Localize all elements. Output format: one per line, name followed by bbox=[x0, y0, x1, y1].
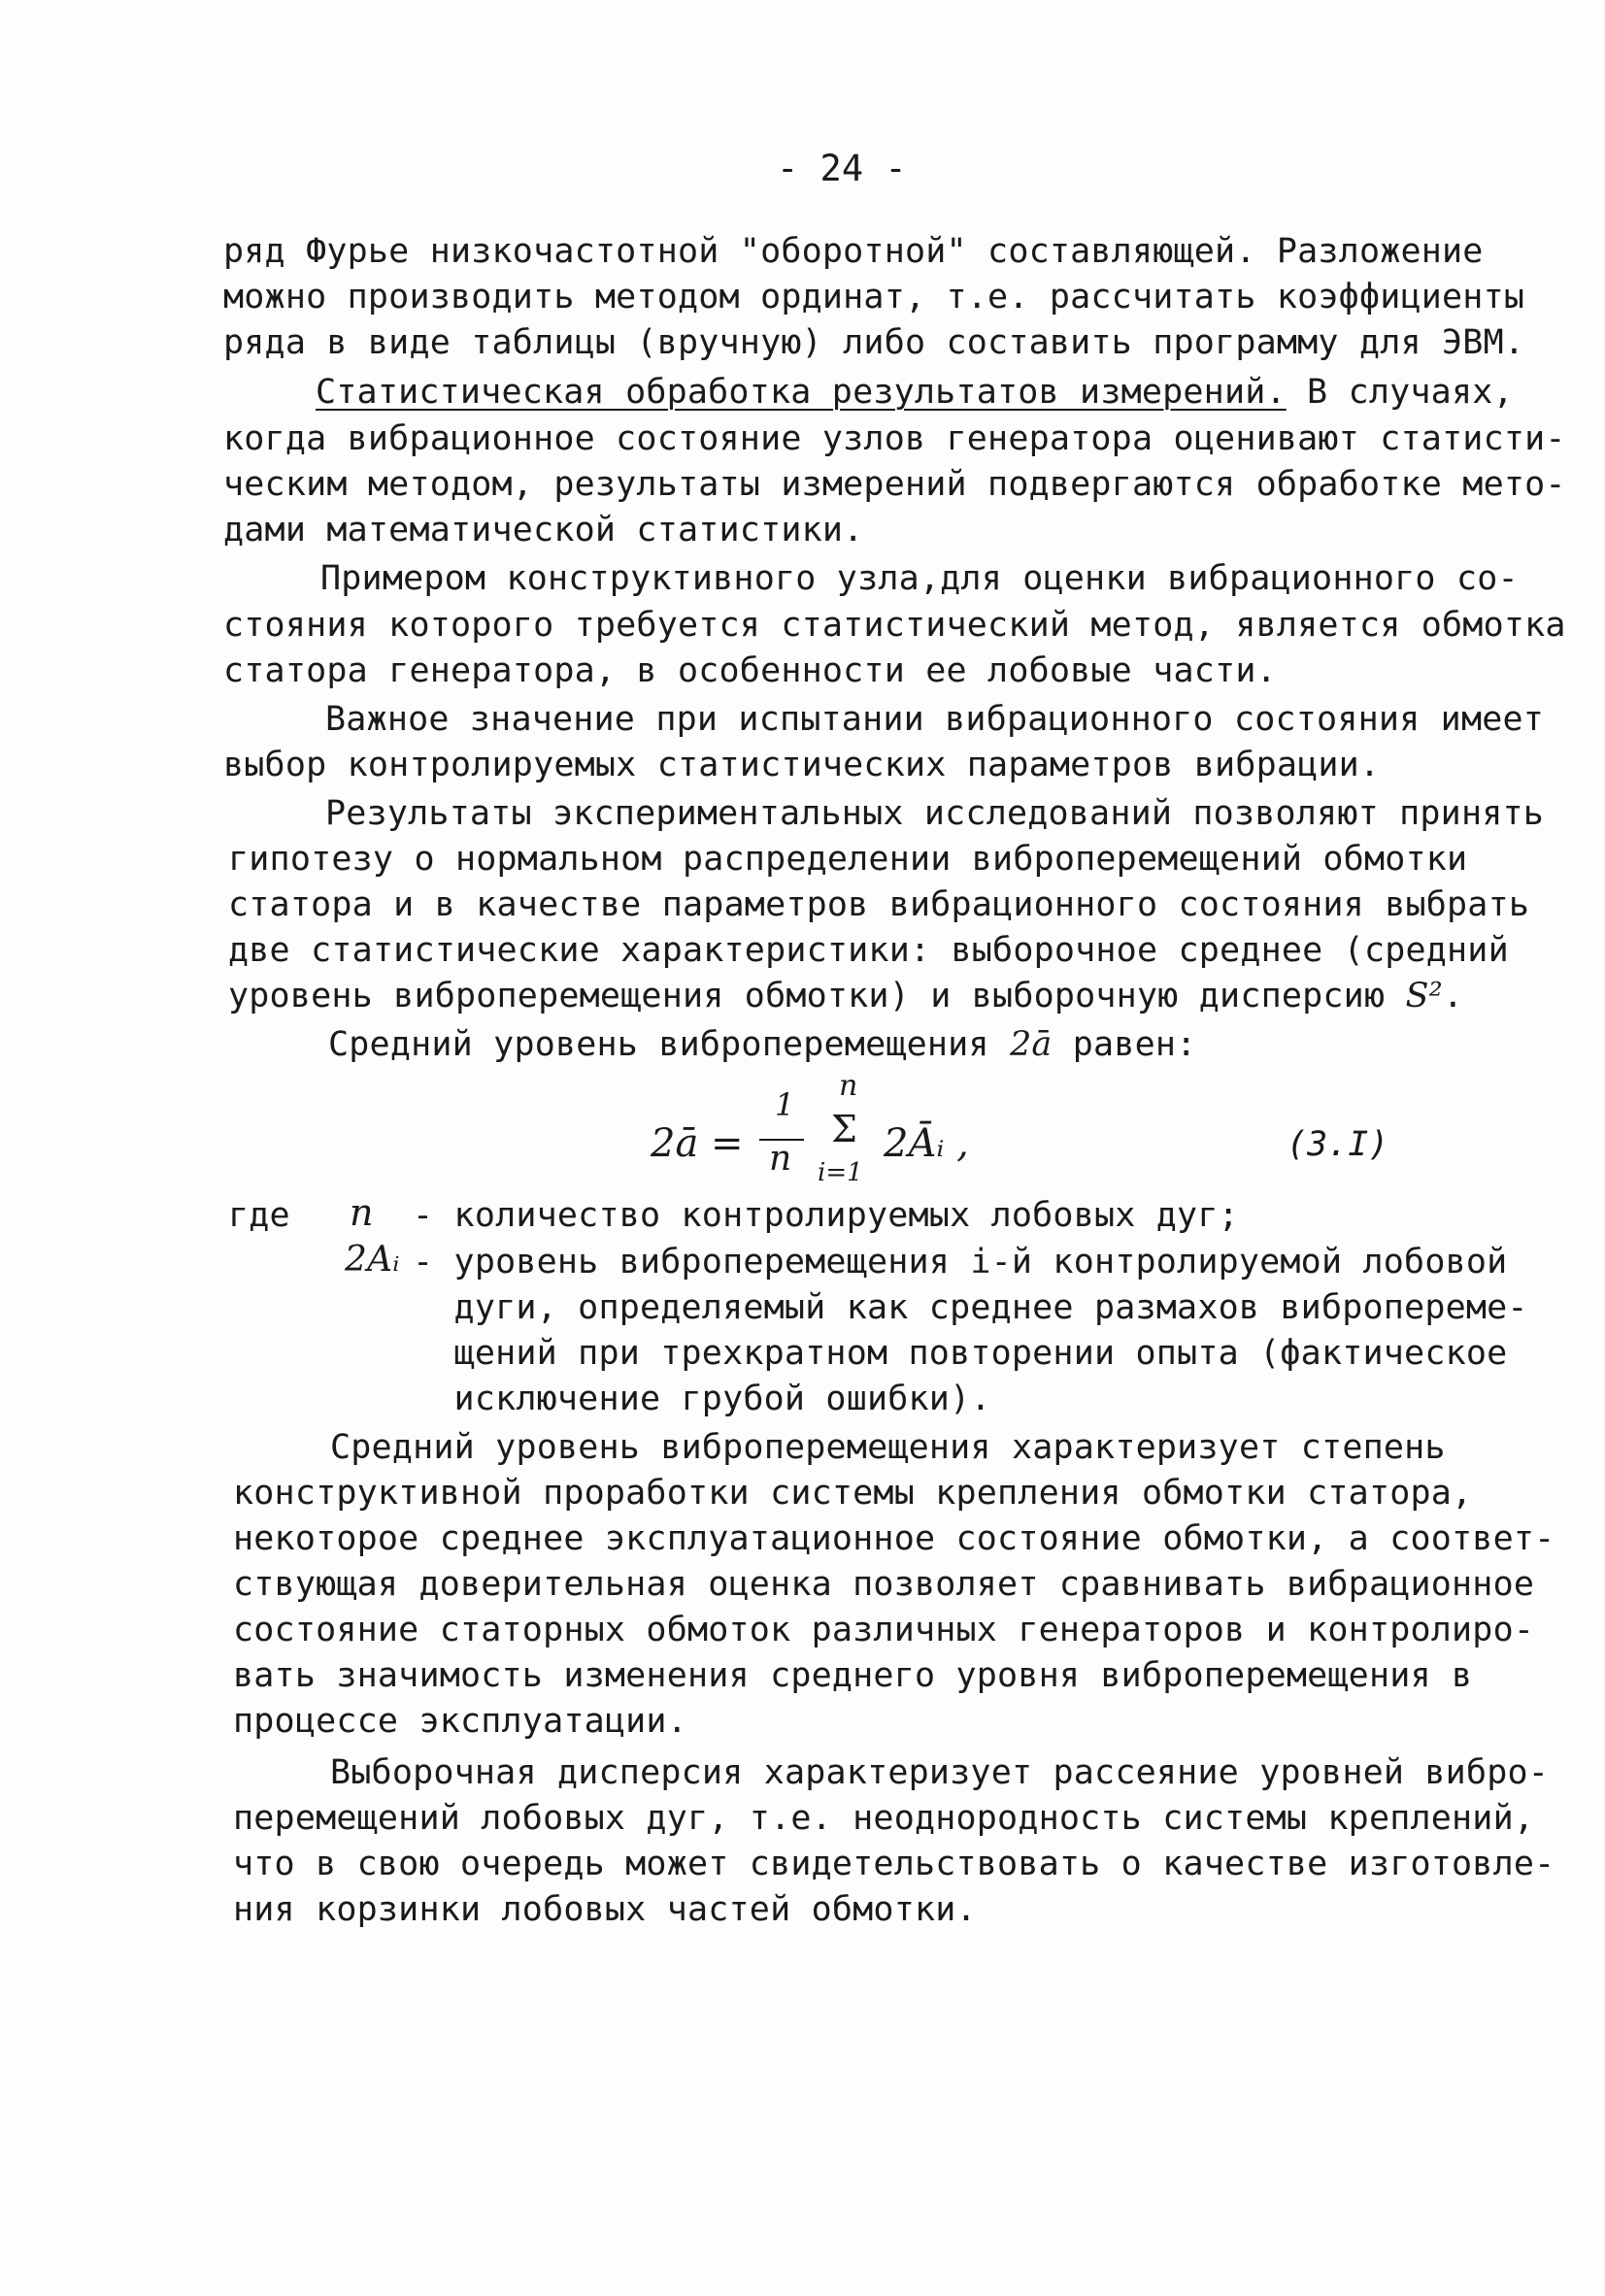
para8-line-1: Выборочная дисперсия характеризует рассеяние уровней вибро- bbox=[330, 1753, 1550, 1792]
section-heading: Статистическая обработка результатов измерений. bbox=[316, 373, 1287, 412]
para1-line-2: можно производить методом ординат, т.е. рассчитать коэффициенты bbox=[223, 278, 1525, 316]
para5-line-1: Результаты экспериментальных исследований позволяют принять bbox=[325, 794, 1545, 833]
where-n-line-1: - количество контролируемых лобовых дуг; bbox=[413, 1196, 1239, 1235]
formula-numerator: 1 bbox=[775, 1086, 795, 1123]
formula-term: 2Āᵢ , bbox=[884, 1121, 969, 1166]
where-2ai-line-2: дуги, определяемый как среднее размахов вибропереме- bbox=[413, 1288, 1528, 1327]
formula-denominator: n bbox=[769, 1139, 792, 1179]
para2-first-tail: В случаях, bbox=[1286, 373, 1514, 412]
where-2ai-line-1: - уровень виброперемещения i-й контролируемой лобовой bbox=[413, 1243, 1508, 1281]
para5-line-2: гипотезу о нормальном распределении виброперемещений обмотки bbox=[228, 840, 1468, 879]
para7-line-2: конструктивной проработки системы крепления обмотки статора, bbox=[233, 1474, 1473, 1513]
para2-line-2: когда вибрационное состояние узлов генератора оценивают статисти- bbox=[223, 419, 1566, 458]
para3-line-1: Примером конструктивного узла,для оценки вибрационного со- bbox=[320, 559, 1519, 598]
para5-line-5-text: уровень виброперемещения обмотки) и выборочную дисперсию bbox=[228, 977, 1406, 1015]
sum-lower-limit: i=1 bbox=[818, 1158, 863, 1187]
where-2ai-line-3: щений при трехкратном повторении опыта (фактическое bbox=[413, 1334, 1508, 1373]
para2-line-4: дами математической статистики. bbox=[223, 511, 864, 549]
para3-line-2: стояния которого требуется статистический метод, является обмотка bbox=[223, 606, 1566, 645]
variance-symbol: S² bbox=[1405, 977, 1443, 1015]
para8-line-2: перемещений лобовых дуг, т.е. неоднородность системы креплений, bbox=[233, 1799, 1535, 1838]
page-number: - 24 - bbox=[777, 148, 907, 189]
formula-lhs: 2ā = bbox=[651, 1121, 744, 1166]
formula-3-1 bbox=[651, 1069, 1408, 1199]
where-symbol-2ai: 2Aᵢ bbox=[345, 1240, 400, 1280]
para6-end: равен: bbox=[1052, 1025, 1197, 1064]
para6-line-1 bbox=[328, 1021, 1196, 1068]
para7-line-5: состояние статорных обмоток различных генераторов и контролиро- bbox=[233, 1611, 1535, 1649]
sum-sign: Σ bbox=[831, 1108, 857, 1150]
formula-number: (3.I) bbox=[1287, 1125, 1389, 1164]
para6-text: Средний уровень виброперемещения bbox=[328, 1025, 1010, 1064]
para5-line-5 bbox=[228, 973, 1463, 1019]
para7-line-3: некоторое среднее эксплуатационное состояние обмотки, а соответ- bbox=[233, 1519, 1555, 1558]
sum-upper-limit: n bbox=[839, 1069, 858, 1103]
where-symbol-n: n bbox=[350, 1191, 374, 1234]
mean-symbol: 2ā bbox=[1009, 1025, 1053, 1064]
para7-line-4: ствующая доверительная оценка позволяет сравнивать вибрационное bbox=[233, 1565, 1535, 1604]
para5-line-4: две статистические характеристики: выборочное среднее (средний bbox=[228, 931, 1509, 970]
para8-line-3: что в свою очередь может свидетельствовать о качестве изготовле- bbox=[233, 1845, 1555, 1883]
para7-line-7: процессе эксплуатации. bbox=[233, 1702, 687, 1741]
para4-line-2: выбор контролируемых статистических параметров вибрации. bbox=[223, 746, 1381, 784]
para8-line-4: ния корзинки лобовых частей обмотки. bbox=[233, 1890, 977, 1929]
para4-line-1: Важное значение при испытании вибрационного состояния имеет bbox=[325, 700, 1545, 739]
where-word: где bbox=[228, 1196, 290, 1235]
para7-line-1: Средний уровень виброперемещения характеризует степень bbox=[330, 1428, 1446, 1467]
para1-line-1: ряд Фурье низкочастотной "оборотной" составляющей. Разложение bbox=[223, 232, 1484, 271]
para3-line-3: статора генератора, в особенности ее лобовые части. bbox=[223, 651, 1277, 690]
para5-line-3: статора и в качестве параметров вибрационного состояния выбрать bbox=[228, 885, 1530, 924]
para5-end: . bbox=[1442, 977, 1464, 1015]
para1-line-3: ряда в виде таблицы (вручную) либо составить программу для ЭВМ. bbox=[223, 323, 1525, 362]
para2-line-1 bbox=[316, 369, 1514, 416]
para2-line-3: ческим методом, результаты измерений подвергаются обработке мето- bbox=[223, 465, 1566, 504]
para7-line-6: вать значимость изменения среднего уровня виброперемещения в bbox=[233, 1656, 1473, 1695]
where-2ai-line-4: исключение грубой ошибки). bbox=[413, 1380, 991, 1418]
